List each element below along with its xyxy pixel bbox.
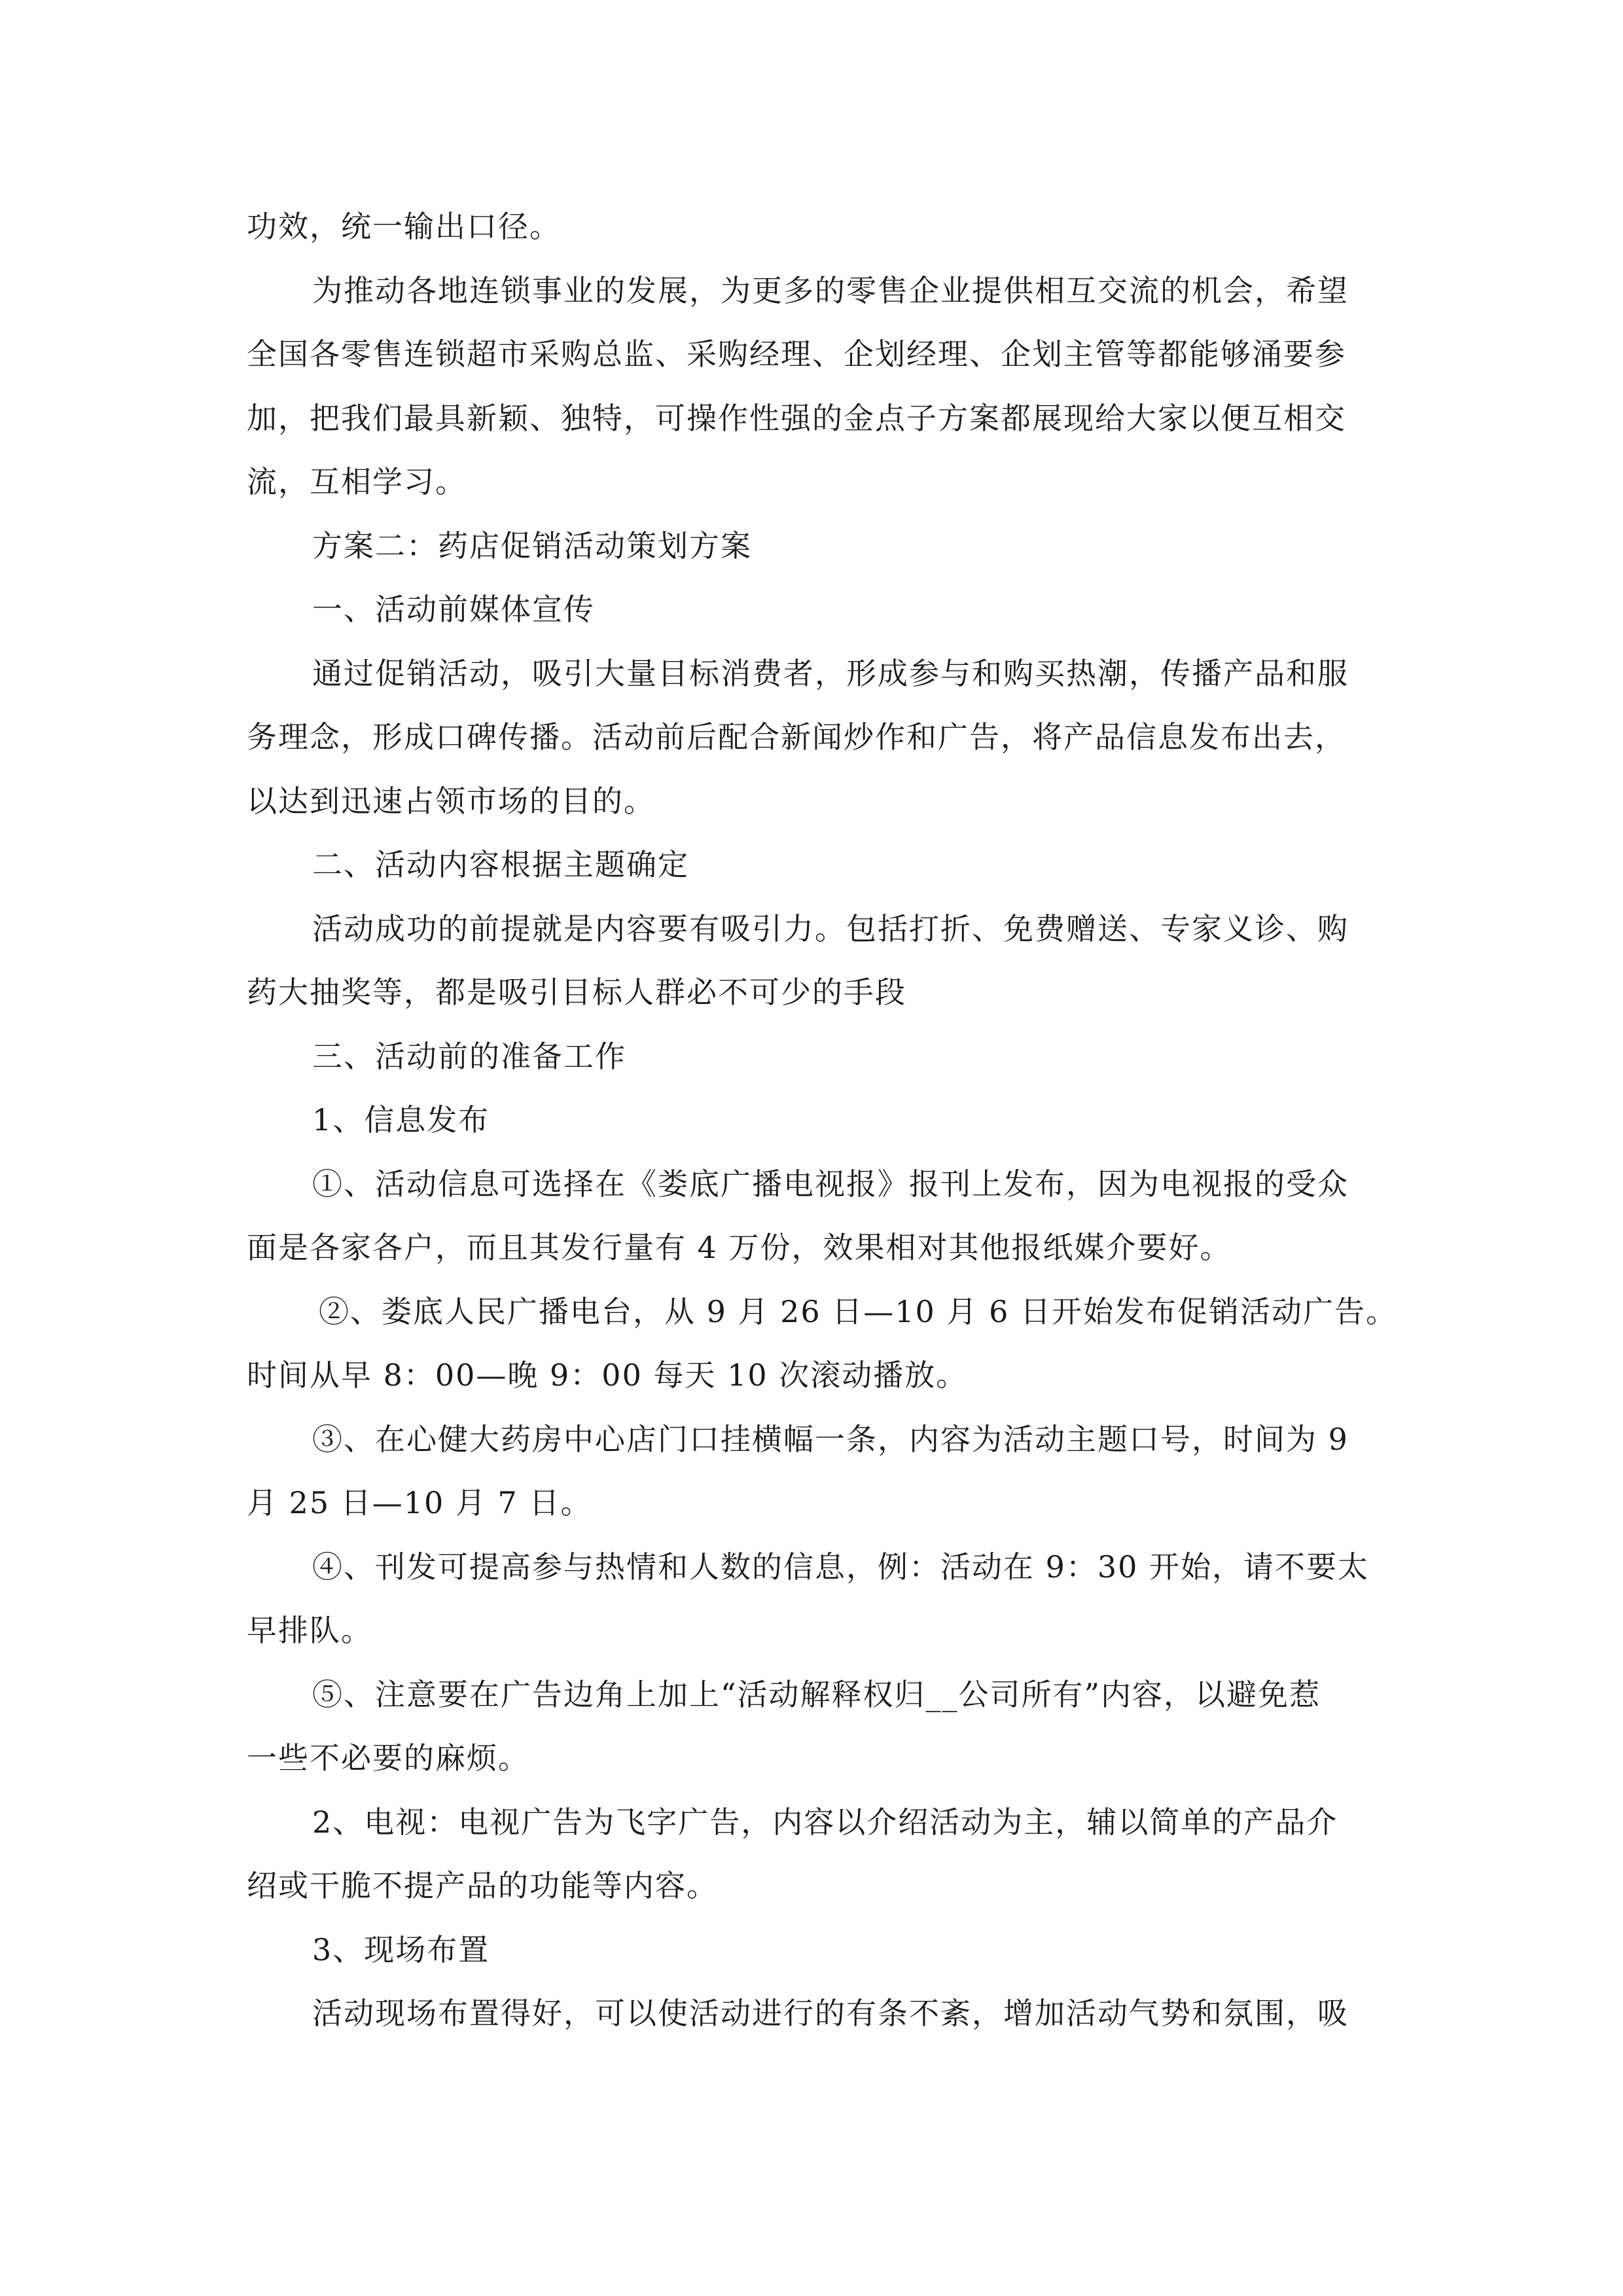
- paragraph-start: 活动成功的前提就是内容要有吸引力。包括打折、免费赠送、专家义诊、购: [312, 910, 1349, 946]
- body-text-line: 流，互相学习。: [247, 464, 467, 499]
- body-text-line: 早排队。: [247, 1613, 372, 1648]
- item-heading: 1、信息发布: [312, 1102, 490, 1138]
- list-item-start: ②、娄底人民广播电台，从 9 月 26 日—10 月 6 日开始发布促销活动广告。: [319, 1293, 1397, 1329]
- list-item-start: ⑤、注意要在广告边角上加上“活动解释权归__公司所有”内容，以避免惹: [312, 1676, 1321, 1712]
- body-text-line: 全国各零售连锁超市采购总监、采购经理、企划经理、企划主管等都能够涌要参: [247, 336, 1346, 372]
- document-body: [247, 195, 1397, 2046]
- paragraph-start: 通过促销活动，吸引大量目标消费者，形成参与和购买热潮，传播产品和服: [312, 655, 1349, 691]
- body-text-line: 加，把我们最具新颖、独特，可操作性强的金点子方案都展现给大家以便互相交: [247, 400, 1346, 436]
- body-text-line: 务理念，形成口碑传播。活动前后配合新闻炒作和广告，将产品信息发布出去，: [247, 719, 1346, 755]
- body-text-line: 功效，统一输出口径。: [247, 209, 561, 244]
- body-text-line: 时间从早 8：00—晚 9：00 每天 10 次滚动播放。: [247, 1357, 968, 1393]
- section-heading: 方案二：药店促销活动策划方案: [312, 528, 752, 564]
- list-item-start: ③、在心健大药房中心店门口挂横幅一条，内容为活动主题口号，时间为 9: [312, 1421, 1349, 1457]
- body-text-line: 以达到迅速占领市场的目的。: [247, 783, 655, 819]
- paragraph-start: 活动现场布置得好，可以使活动进行的有条不紊，增加活动气势和氛围，吸: [312, 1996, 1349, 2031]
- subsection-heading: 一、活动前媒体宣传: [312, 592, 595, 627]
- paragraph-start: 为推动各地连锁事业的发展，为更多的零售企业提供相互交流的机会，希望: [312, 272, 1349, 308]
- subsection-heading: 二、活动内容根据主题确定: [312, 847, 689, 882]
- body-text-line: 药大抽奖等，都是吸引目标人群必不可少的手段: [247, 975, 906, 1010]
- list-item-start: ①、活动信息可选择在《娄底广播电视报》报刊上发布，因为电视报的受众: [312, 1166, 1349, 1202]
- body-text-line: 月 25 日—10 月 7 日。: [247, 1485, 592, 1520]
- body-text-line: 面是各家各户，而且其发行量有 4 万份，效果相对其他报纸媒介要好。: [247, 1230, 1232, 1265]
- list-item-start: ④、刊发可提高参与热情和人数的信息，例：活动在 9：30 开始，请不要太: [312, 1549, 1370, 1585]
- body-text-line: 一些不必要的麻烦。: [247, 1740, 529, 1776]
- body-text-line: 绍或干脆不提产品的功能等内容。: [247, 1868, 718, 1903]
- subsection-heading: 三、活动前的准备工作: [312, 1038, 626, 1074]
- item-heading: 3、现场布置: [312, 1931, 490, 1967]
- paragraph-start: 2、电视：电视广告为飞字广告，内容以介绍活动为主，辅以简单的产品介: [312, 1804, 1338, 1840]
